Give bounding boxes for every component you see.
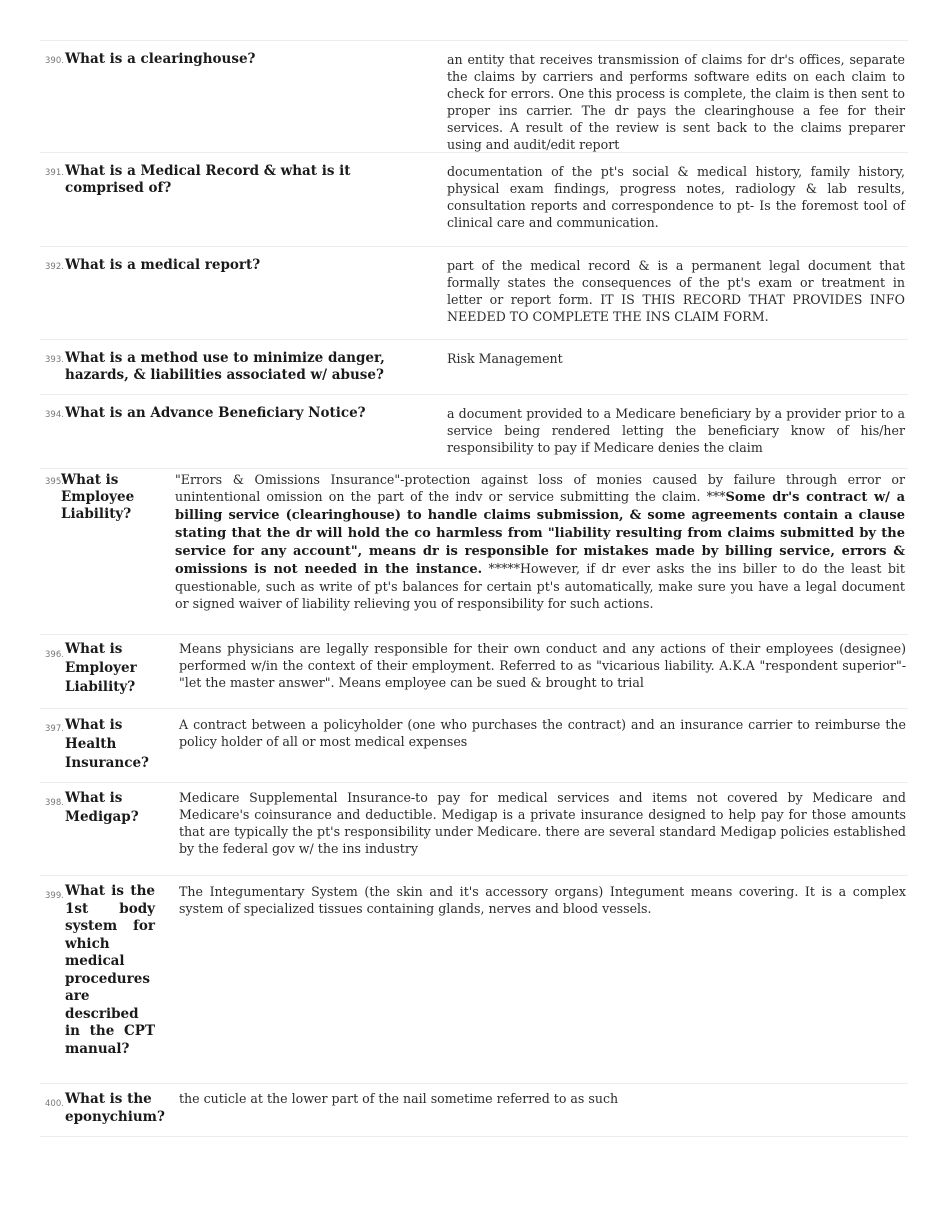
card-number: 393. <box>45 355 64 365</box>
card-term: What is a medical report? <box>65 257 261 273</box>
card-number: 399. <box>45 891 64 901</box>
card-390 <box>40 40 908 152</box>
card-definition: the cuticle at the lower part of the nail sometime referred to as such <box>179 1091 619 1106</box>
card-definition: Risk Management <box>447 351 563 366</box>
card-term: What is a Medical Record & what is it comprised of? <box>65 163 351 196</box>
card-number: 398. <box>45 798 64 808</box>
card-number: 395. <box>45 477 64 487</box>
card-definition: Means physicians are legally responsible for their own conduct and any actions of their employees (designee) performed w/in the context of their employment. Referred to as "vicarious liability. A.K.A "respondent superior"-"let the master answer". Means employee can be sued & brought to trial <box>179 641 906 690</box>
card-number: 392. <box>45 262 64 272</box>
card-395 <box>40 468 908 634</box>
card-term: What is the eponychium? <box>65 1091 165 1125</box>
card-definition: "Errors & Omissions Insurance"-protection against loss of monies caused by failure through error or unintentional omission on the part of the indv or service submitting the claim. ***Some dr's contract w/ a billing service (clearinghouse) to handle claims submission, & some agreements contain a clause stating that the dr will hold the co harmless from "liability resulting from claims submitted by the service for any account", means dr is responsible for mistakes made by billing service, errors & omissions is not needed in the instance. *****However, if dr ever asks the ins biller to do the least bit questionable, such as write of pt's balances for certain pt's automatically, make sure you have a legal document or signed waiver of liability relieving you of responsibility for such actions. <box>175 472 905 611</box>
card-400 <box>40 1083 908 1137</box>
card-term: What is a method use to minimize danger, hazards, & liabilities associated w/ abuse? <box>65 350 385 383</box>
card-term: What is Employee Liability? <box>61 472 135 522</box>
card-definition: part of the medical record & is a permanent legal document that formally states the consequences of the pt's exam or treatment in letter or report form. IT IS THIS RECORD THAT PROVIDES INFO NEEDED TO COMPLETE THE INS CLAIM FORM. <box>447 258 905 324</box>
card-term: What is Health Insurance? <box>65 717 149 771</box>
card-396 <box>40 634 908 708</box>
card-number: 390. <box>45 56 64 66</box>
card-term: What is Employer Liability? <box>65 641 137 695</box>
card-392 <box>40 246 908 339</box>
card-number: 391. <box>45 168 64 178</box>
card-391 <box>40 152 908 246</box>
card-number: 400. <box>45 1099 64 1109</box>
card-397 <box>40 708 908 782</box>
card-definition: an entity that receives transmission of claims for dr's offices, separate the claims by carriers and performs software edits on each claim to check for errors. One this process is complete, the claim is then sent to proper ins carrier. The dr pays the clearinghouse a fee for their services. A result of the review is sent back to the claims preparer using and audit/edit report <box>447 52 905 152</box>
card-term: What is the 1st body system for which medical procedures are described in the CPT manual? <box>65 883 155 1057</box>
card-399 <box>40 875 908 1083</box>
card-398 <box>40 782 908 875</box>
card-term: What is a clearinghouse? <box>65 51 256 67</box>
card-term: What is Medigap? <box>65 790 139 825</box>
card-term: What is an Advance Beneficiary Notice? <box>65 405 366 421</box>
card-number: 397. <box>45 724 64 734</box>
card-definition: documentation of the pt's social & medical history, family history, physical exam findings, progress notes, radiology & lab results, consultation reports and correspondence to pt- Is the foremost tool of clinical care and communication. <box>447 164 905 230</box>
card-definition: Medicare Supplemental Insurance-to pay for medical services and items not covered by Medicare and Medicare's coinsurance and deductible. Medigap is a private insurance designed to help pay for those amounts that are typically the pt's responsibility under Medicare. there are several standard Medigap policies established by the federal gov w/ the ins industry <box>179 790 906 856</box>
card-393 <box>40 339 908 394</box>
card-number: 394. <box>45 410 64 420</box>
card-number: 396. <box>45 650 64 660</box>
card-definition: a document provided to a Medicare beneficiary by a provider prior to a service being rendered letting the beneficiary know of his/her responsibility to pay if Medicare denies the claim <box>447 406 905 455</box>
card-definition: A contract between a policyholder (one who purchases the contract) and an insurance carrier to reimburse the policy holder of all or most medical expenses <box>179 717 906 749</box>
card-definition: The Integumentary System (the skin and it's accessory organs) Integument means covering. It is a complex system of specialized tissues containing glands, nerves and blood vessels. <box>179 884 906 916</box>
card-394 <box>40 394 908 468</box>
flashcard-list <box>40 40 908 1137</box>
